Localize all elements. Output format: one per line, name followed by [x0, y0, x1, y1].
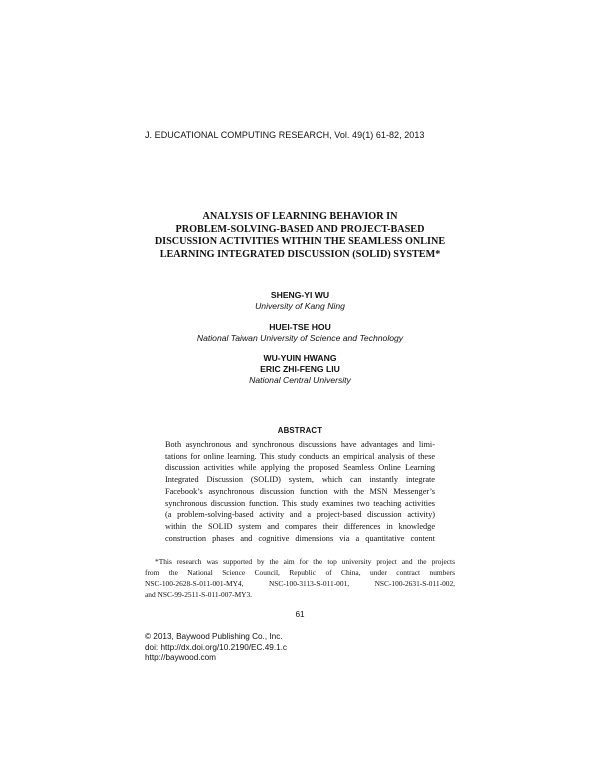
footnote-line: from the National Science Council, Republic of China, under contract numbers	[145, 568, 455, 577]
abstract-line: Facebook’s asynchronous discussion function with the MSN Messenger’s	[165, 486, 435, 496]
title-line: LEARNING INTEGRATED DISCUSSION (SOLID) SYSTEM*	[159, 248, 441, 260]
abstract-line: within the SOLID system and compares their differences in knowledge	[165, 521, 435, 531]
abstract-line: (a problem-solving-based activity and a project-based discussion activity)	[165, 510, 435, 520]
title-line: ANALYSIS OF LEARNING BEHAVIOR IN	[202, 211, 398, 222]
title-line: PROBLEM-SOLVING-BASED AND PROJECT-BASED	[175, 223, 425, 235]
footnote-line: *This research was supported by the aim for the top university project and the projects	[155, 557, 455, 566]
author-block-2	[150, 322, 450, 344]
author-affiliation: University of Kang Ning	[255, 301, 345, 311]
page-number: 61	[295, 610, 305, 619]
publisher-url-link[interactable]: http://baywood.com	[145, 653, 216, 662]
footnote-line: NSC-100-2628-S-011-001-MY4, NSC-100-3113-S-011-001, NSC-100-2631-S-011-002,	[145, 579, 455, 588]
abstract-line: construction phases and cognitive dimensions via a quantitative content	[165, 533, 435, 543]
title-line: DISCUSSION ACTIVITIES WITHIN THE SEAMLESS ONLINE	[154, 236, 446, 248]
footnote	[145, 556, 455, 600]
author-name: SHENG-YI WU	[270, 290, 330, 300]
abstract-line: Integrated Discussion (SOLID) system, which can instantly integrate	[165, 475, 435, 485]
doi-link[interactable]: doi: http://dx.doi.org/10.2190/EC.49.1.c	[145, 642, 288, 652]
author-affiliation: National Taiwan University of Science and Technology	[196, 333, 404, 343]
abstract-line: Both asynchronous and synchronous discussions have advantages and limi-	[165, 440, 435, 449]
author-name: WU-YUIN HWANG	[263, 353, 337, 363]
author-name: HUEI-TSE HOU	[269, 322, 331, 332]
author-affiliation: National Central University	[249, 375, 351, 385]
abstract-body	[165, 439, 435, 544]
article-title	[120, 211, 480, 261]
abstract-line: discussion activities while applying the proposed Seamless Online Learning	[165, 463, 435, 473]
abstract-line: synchronous discussion function. This study examines two teaching activities	[165, 498, 435, 508]
author-block-1	[150, 290, 450, 312]
author-name: ERIC ZHI-FENG LIU	[260, 364, 340, 374]
author-block-3	[150, 353, 450, 386]
abstract-line: tations for online learning. This study conducts an empirical analysis of these	[165, 451, 435, 461]
footnote-line: and NSC-99-2511-S-011-007-MY3.	[145, 590, 253, 599]
copyright-block	[145, 632, 287, 664]
journal-header: J. EDUCATIONAL COMPUTING RESEARCH, Vol. 49(1) 61-82, 2013	[145, 130, 425, 140]
copyright-line: © 2013, Baywood Publishing Co., Inc.	[145, 632, 283, 641]
abstract-heading: ABSTRACT	[277, 426, 323, 435]
